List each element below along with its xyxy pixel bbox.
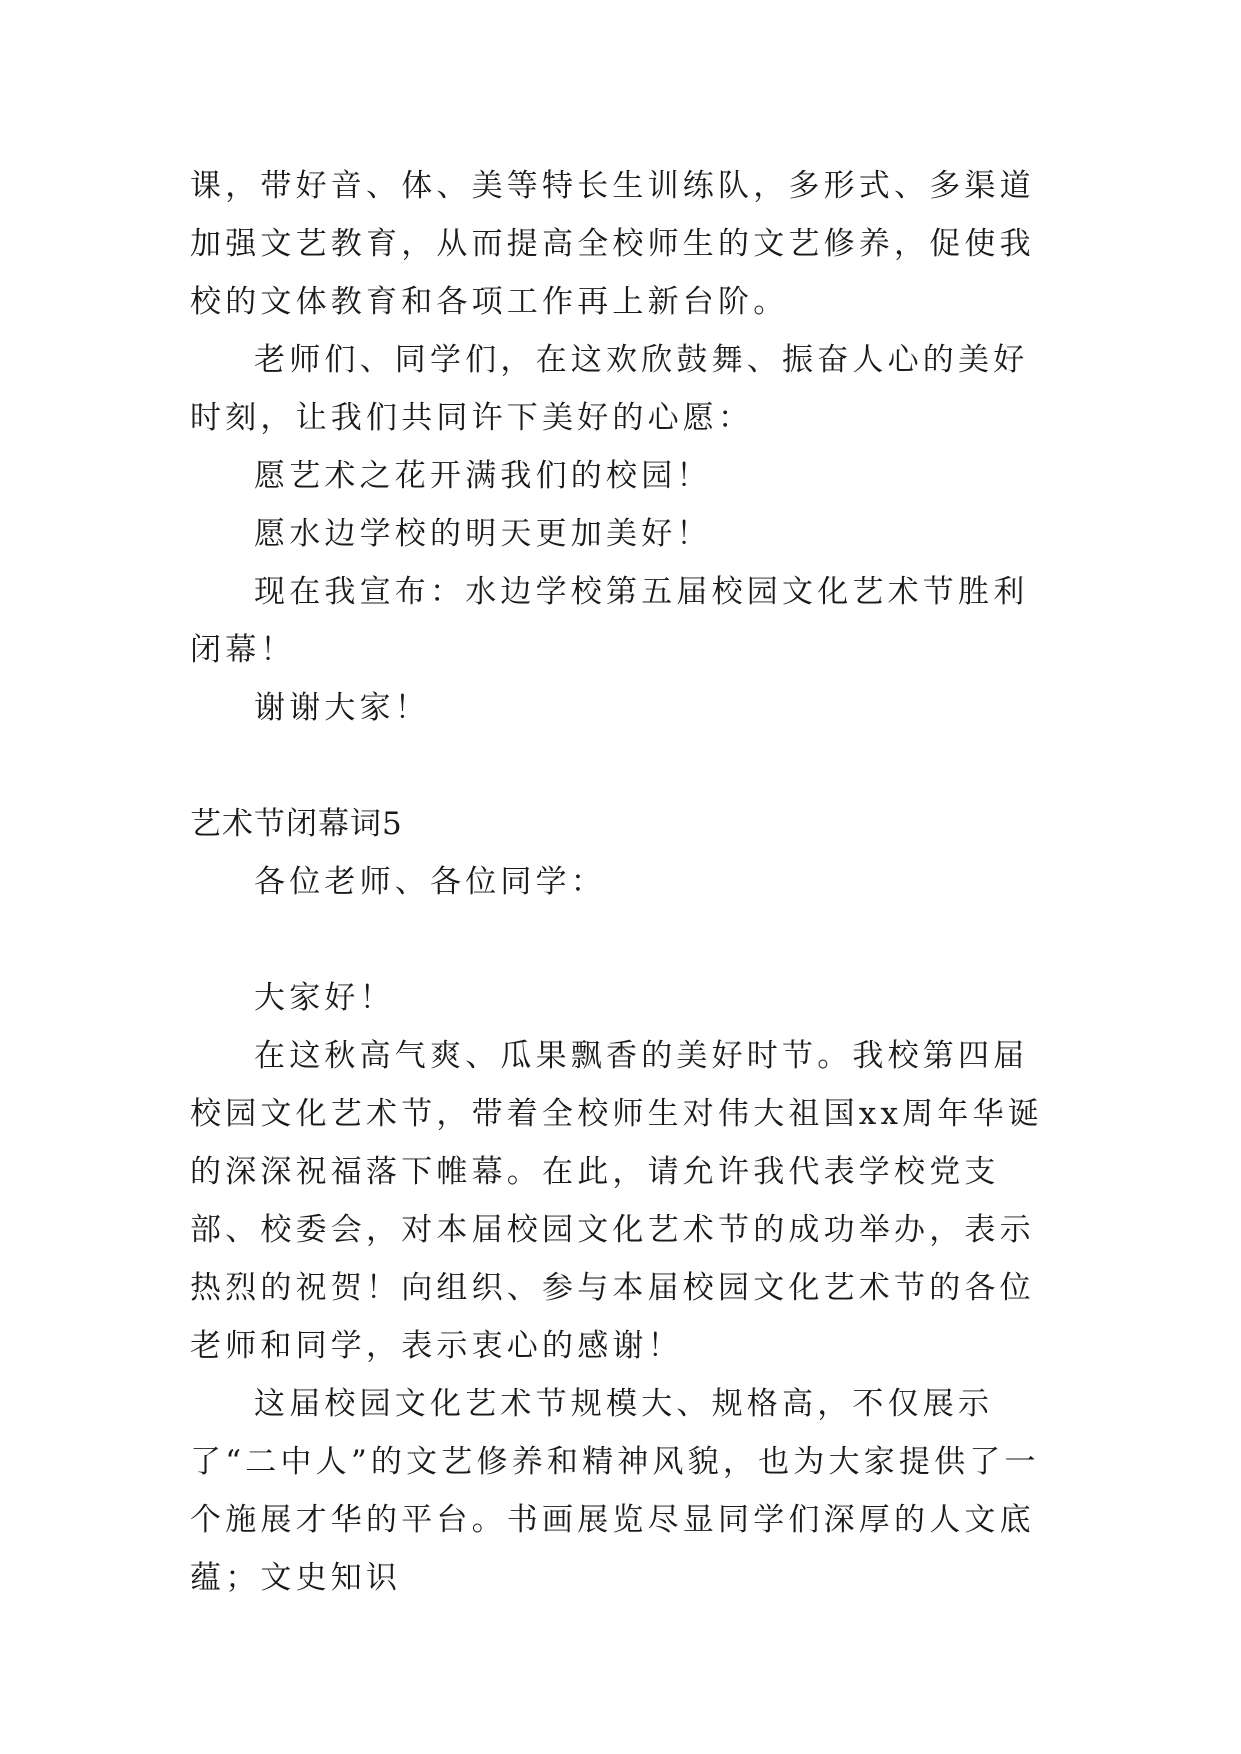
- paragraph-opening: 在这秋高气爽、瓜果飘香的美好时节。我校第四届校园文化艺术节，带着全校师生对伟大祖国xx周年华诞的深深祝福落下帷幕。在此，请允许我代表学校党支部、校委会，对本届校园文化艺术节的成功举办，表示热烈的祝贺！向组织、参与本届校园文化艺术节的各位老师和同学，表示衷心的感谢！: [190, 1038, 1043, 1364]
- paragraph-wish-2: 愿水边学校的明天更加美好！: [254, 516, 712, 552]
- paragraph-salutation: 各位老师、各位同学：: [254, 864, 606, 900]
- paragraph-greeting: 大家好！: [254, 980, 395, 1016]
- paragraph-wish-1: 愿艺术之花开满我们的校园！: [254, 458, 712, 494]
- paragraph-thanks: 谢谢大家！: [254, 690, 430, 726]
- paragraph-address: 老师们、同学们，在这欢欣鼓舞、振奋人心的美好时刻，让我们共同许下美好的心愿：: [190, 342, 1029, 436]
- paragraph-highlights: 这届校园文化艺术节规模大、规格高，不仅展示了“二中人”的文艺修养和精神风貌，也为大家提供了一个施展才华的平台。书画展览尽显同学们深厚的人文底蕴；文史知识: [190, 1386, 1040, 1596]
- paragraph-announcement: 现在我宣布：水边学校第五届校园文化艺术节胜利闭幕！: [190, 574, 1029, 668]
- paragraph-continued: 课，带好音、体、美等特长生训练队，多形式、多渠道加强文艺教育，从而提高全校师生的文艺修养，促使我校的文体教育和各项工作再上新台阶。: [190, 168, 1035, 320]
- section-heading: 艺术节闭幕词5: [190, 806, 403, 842]
